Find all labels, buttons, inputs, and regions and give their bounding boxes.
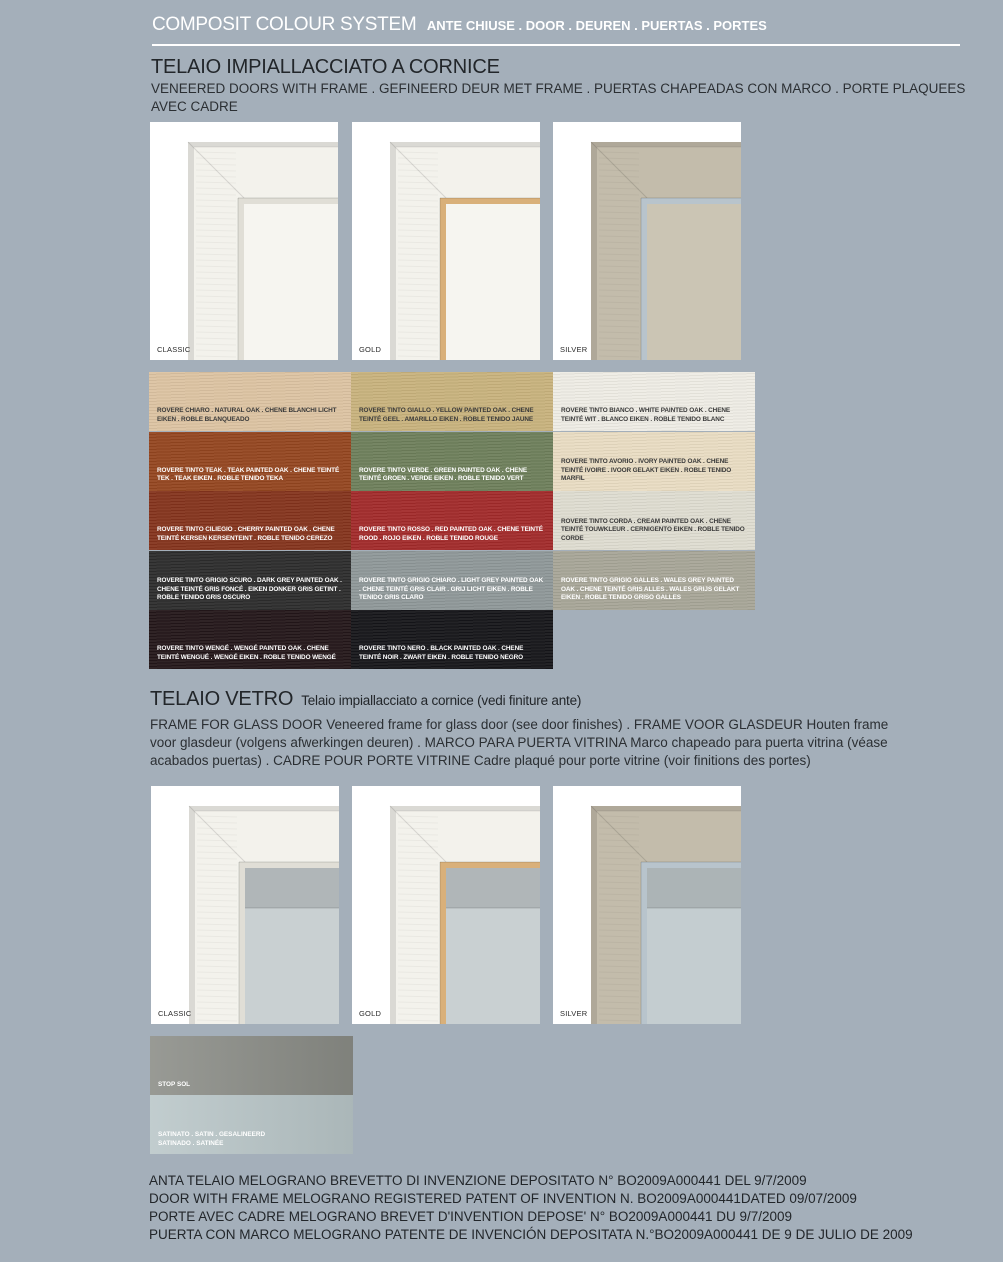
- description-line: acabados puertas) . CADRE POUR PORTE VITRINE Cadre plaqué pour porte vitrine (voir finitions des portes): [150, 753, 811, 768]
- glass-panel-silver: [553, 786, 741, 1024]
- finish-swatch-label: ROVERE TINTO CILIEGIO . CHERRY PAINTED OAK . CHENE TEINTÉ KERSEN KERSENTEINT . ROBLE TENIDO CEREZO: [157, 526, 335, 542]
- finish-swatch-label: ROVERE TINTO VERDE . GREEN PAINTED OAK . CHENE TEINTÉ GROEN . VERDE EIKEN . ROBLE TENIDO VERT: [359, 466, 528, 482]
- finish-swatch-label: ROVERE TINTO GRIGIO GALLES . WALES GREY PAINTED OAK . CHENE TEINTÉ GRIS ALLES . WALES GRIJS GELAKT EIKEN . ROBLE TENIDO GRISO GALLES: [561, 577, 740, 601]
- page-header: [152, 14, 960, 46]
- panel-drawing: [352, 122, 540, 360]
- finish-swatch: [351, 610, 553, 669]
- finish-swatch: [149, 372, 351, 431]
- section-glass-note: Telaio impiallacciato a cornice (vedi finiture ante): [301, 693, 582, 708]
- finish-swatch: [149, 432, 351, 491]
- glass-panel-gold: [352, 786, 540, 1024]
- section-glass-description: [150, 716, 888, 770]
- door-panel-classic: [150, 122, 338, 360]
- glass-swatch-label: SATINATO . SATIN . GESALINEERD SATINADO . SATINÉE: [158, 1131, 266, 1147]
- panel-label: SILVER: [560, 345, 588, 354]
- finish-swatch: [553, 491, 755, 550]
- finish-swatch-label: ROVERE TINTO NERO . BLACK PAINTED OAK . CHENE TEINTÉ NOIR . ZWART EIKEN . ROBLE TENIDO NEGRO: [359, 645, 524, 661]
- section-glass-title: TELAIO VETRO: [150, 688, 294, 710]
- finish-swatch-label: ROVERE TINTO WENGÉ . WENGÉ PAINTED OAK . CHENE TEINTÉ WENGUÉ . WENGÉ EIKEN . ROBLE TENIDO WENGÉ: [157, 645, 336, 661]
- panel-label: GOLD: [359, 1009, 382, 1018]
- header-title: COMPOSIT COLOUR SYSTEM: [152, 14, 417, 35]
- finish-swatch: [149, 610, 351, 669]
- panel-label: CLASSIC: [157, 345, 191, 354]
- finish-swatch-label: ROVERE TINTO CORDA . CREAM PAINTED OAK . CHENE TEINTÉ TOUWKLEUR . CERNIGENTO EIKEN . ROBLE TENIDO CORDE: [561, 517, 745, 542]
- finish-swatch-label: ROVERE TINTO TEAK . TEAK PAINTED OAK . CHENE TEINTÉ TEK . TEAK EIKEN . ROBLE TENIDO TEKA: [157, 466, 340, 482]
- glass-panel-classic: [151, 786, 339, 1024]
- finish-swatch: [351, 551, 553, 610]
- finish-swatch: [149, 551, 351, 610]
- description-line: voor glasdeur (volgens afwerkingen deuren) . MARCO PARA PUERTA VITRINA Marco chapeado para puerta vitrina (véase: [150, 735, 888, 750]
- panel-drawing: [352, 786, 540, 1024]
- panel-label: SILVER: [560, 1009, 588, 1018]
- finish-swatch-label: ROVERE TINTO GRIGIO CHIARO . LIGHT GREY PAINTED OAK . CHENE TEINTÉ GRIS CLAIR . GRIJ LICHT EIKEN . ROBLE TENIDO GRIS CLARO: [359, 577, 544, 601]
- panel-label: GOLD: [359, 345, 382, 354]
- finish-swatch: [351, 372, 553, 431]
- door-panel-gold: [352, 122, 540, 360]
- patent-line: ANTA TELAIO MELOGRANO BREVETTO DI INVENZIONE DEPOSITATO N° BO2009A000441 DEL 9/7/2009: [149, 1173, 807, 1188]
- glass-swatch-satin: [150, 1095, 353, 1154]
- description-line: FRAME FOR GLASS DOOR Veneered frame for glass door (see door finishes) . FRAME VOOR GLASDEUR Houten frame: [150, 717, 889, 732]
- finish-swatch: [553, 551, 755, 610]
- finish-swatch: [351, 491, 553, 550]
- finish-swatch: [553, 432, 755, 491]
- patent-line: PUERTA CON MARCO MELOGRANO PATENTE DE INVENCIÓN DEPOSITATA N.°BO2009A000441 DE 9 DE JULIO DE 2009: [149, 1227, 913, 1242]
- patent-line: PORTE AVEC CADRE MELOGRANO BREVET D'INVENTION DEPOSE' N° BO2009A000441 DU 9/7/2009: [149, 1209, 793, 1224]
- section-glass-title-row: [150, 688, 581, 711]
- section-veneered-title: TELAIO IMPIALLACCIATO A CORNICE: [151, 56, 500, 78]
- finish-swatch-label: ROVERE TINTO GIALLO . YELLOW PAINTED OAK . CHENE TEINTÉ GEEL . AMARILLO EIKEN . ROBLE TENIDO JAUNE: [359, 407, 534, 423]
- finish-swatch-label: ROVERE TINTO GRIGIO SCURO . DARK GREY PAINTED OAK . CHENE TEINTÉ GRIS FONCÉ . EIKEN DONKER GRIS GETINT . ROBLE TENIDO GRIS OSCURO: [157, 577, 342, 601]
- panel-drawing: [151, 786, 339, 1024]
- patent-line: DOOR WITH FRAME MELOGRANO REGISTERED PATENT OF INVENTION N. BO2009A000441DATED 09/07/2009: [149, 1191, 857, 1206]
- finish-swatch: [553, 372, 755, 431]
- door-panel-silver: [553, 122, 741, 360]
- patent-notice: [149, 1172, 913, 1244]
- panel-drawing: [553, 122, 741, 360]
- section-veneered-subtitle: VENEERED DOORS WITH FRAME . GEFINEERD DEUR MET FRAME . PUERTAS CHAPEADAS CON MARCO . PORTE PLAQUEES AVEC CADRE: [151, 81, 966, 114]
- finish-swatch-label: ROVERE CHIARO . NATURAL OAK . CHENE BLANCHI LICHT EIKEN . ROBLE BLANQUEADO: [157, 407, 337, 423]
- finish-swatch: [149, 491, 351, 550]
- panel-drawing: [553, 786, 741, 1024]
- finish-swatch-label: ROVERE TINTO AVORIO . IVORY PAINTED OAK . CHENE TEINTÉ IVOIRE . IVOOR GELAKT EIKEN . ROBLE TENIDO MARFIL: [561, 458, 732, 482]
- finish-swatch-label: ROVERE TINTO ROSSO . RED PAINTED OAK . CHENE TEINTÉ ROOD . ROJO EIKEN . ROBLE TENIDO ROUGE: [359, 526, 543, 542]
- panel-drawing: [150, 122, 338, 360]
- panel-label: CLASSIC: [158, 1009, 192, 1018]
- finish-swatch: [351, 432, 553, 491]
- glass-swatch-label: STOP SOL: [158, 1080, 191, 1088]
- header-subtitle: ANTE CHIUSE . DOOR . DEUREN . PUERTAS . PORTES: [426, 18, 767, 33]
- glass-swatch-stop-sol: [150, 1036, 353, 1095]
- finish-swatch-label: ROVERE TINTO BIANCO . WHITE PAINTED OAK . CHENE TEINTÉ WIT . BLANCO EIKEN . ROBLE TENIDO BLANC: [561, 407, 731, 423]
